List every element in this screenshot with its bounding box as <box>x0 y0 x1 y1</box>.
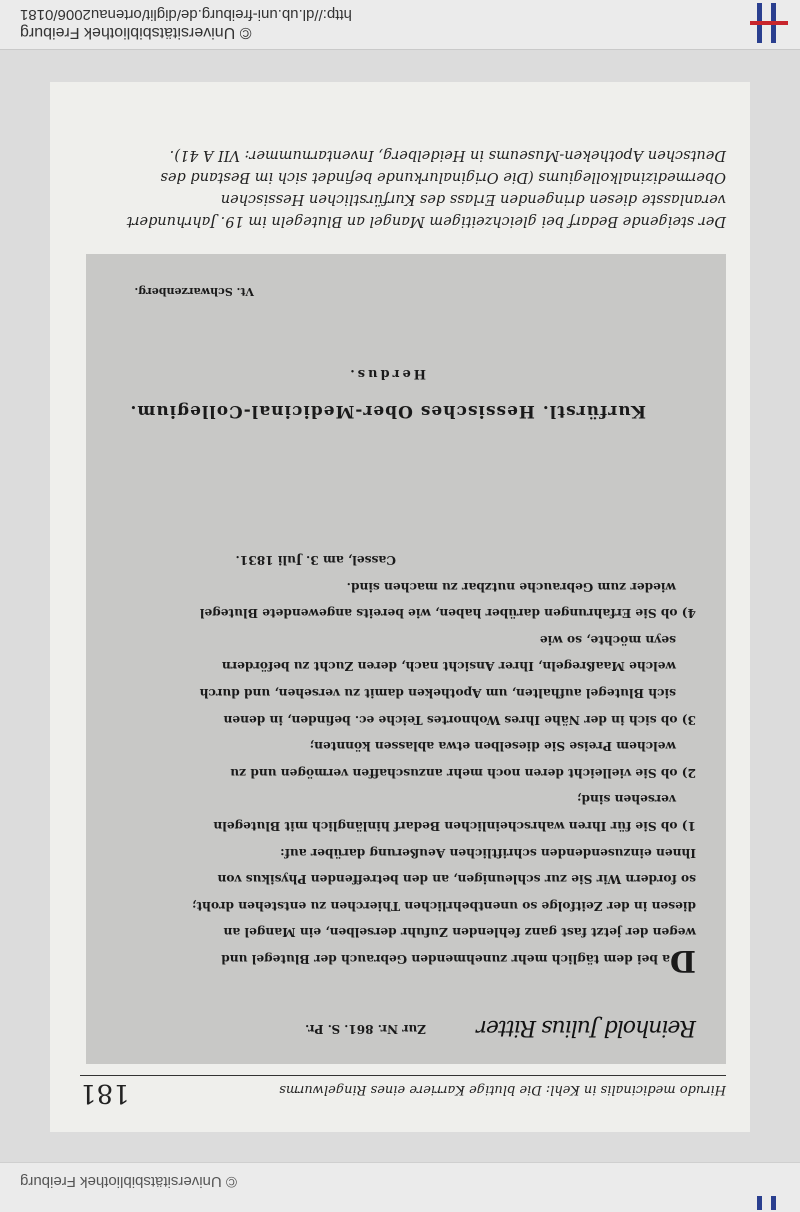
decree-line-0: Da bei dem täglich mehr zunehmenden Gebrauch der Blutegel und <box>221 943 696 978</box>
library-logo-icon <box>744 3 794 43</box>
decree-item-3: 3) ob sich in der Nähe Ihres Wohnortes Teiche ec. befinden, in denen <box>223 712 696 727</box>
decree-line-2: diesen in der Zeitfolge so unentbehrlichen Thierchen zu entstehen droht; <box>191 898 696 913</box>
page-header <box>80 1075 726 1116</box>
dateline: Cassel, am 3. Juli 1831. <box>235 553 396 568</box>
viewer-top-bar <box>0 0 800 50</box>
bottom-copyright-text: © Universitätsbibliothek Freiburg <box>20 1173 237 1190</box>
decree-item-3-cont-1: sich Blutegel aufhalten, um Apotheken damit zu versehen, und durch <box>199 686 676 701</box>
decree-line-3: so fordern Wir Sie zur schleunigen, an den betreffenden Physikus von <box>217 872 696 887</box>
viewer-bottom-bar <box>0 1162 800 1212</box>
decree-item-2-cont: welchem Preise Sie dieselben etwa ablassen könnten; <box>309 739 676 754</box>
decree-body <box>136 547 696 978</box>
book-page <box>50 82 750 1132</box>
decree-item-4: 4) ob Sie Erfahrungen darüber haben, wie bereits angewendete Blutegel <box>199 606 696 621</box>
decree-item-2: 2) ob Sie vielleicht deren noch mehr anzuschaffen vermögen und zu <box>230 765 696 780</box>
running-head: Hirudo medicinalis in Kehl: Die blutige Karriere eines Ringelwurms <box>279 1082 726 1097</box>
decree-item-3-cont-2: welche Maaßregeln, Ihrer Ansicht nach, deren Zucht zu befördern <box>221 659 676 674</box>
library-logo-icon-bottom <box>744 1196 794 1210</box>
decree-item-4-cont: wieder zum Gebrauche nutzbar zu machen sind. <box>346 579 676 594</box>
decree-item-3-cont-3: seyn möchte, so wie <box>539 632 676 647</box>
decree-item-1: 1) ob Sie für Ihren wahrscheinlichen Bedarf hinlänglich mit Blutegeln <box>213 819 696 834</box>
drop-cap: D <box>669 943 696 978</box>
handwritten-signature: Reinhold Julius Ritter <box>477 1015 696 1040</box>
signatory: Herdus. <box>347 366 426 381</box>
decree-line-4: Ihnen einzusendenden schriftlichen Aeußerung darüber auf: <box>280 845 696 860</box>
issuing-authority: Kurfürstl. Hessisches Ober-Medicinal-Collegium. <box>129 401 646 421</box>
countersignature: Vt. Schwarzenberg. <box>134 285 254 298</box>
decree-line-1: wegen der jetzt fast ganz fehlenden Zufuhr derselben, ein Mangel an <box>223 925 696 940</box>
permalink-url[interactable]: http://dl.ub.uni-freiburg.de/diglit/ortenau2006/0181 <box>20 6 352 23</box>
copyright-text: © Universitätsbibliothek Freiburg <box>20 24 252 41</box>
reference-number: Zur Nr. 861. S. Pr. <box>305 1022 426 1036</box>
decree-item-1-cont: versehen sind; <box>577 792 676 807</box>
decree-facsimile <box>86 254 726 1064</box>
figure-caption: Der steigende Bedarf bei gleichzeitigem Mangel an Blutegeln im 19. Jahrhundert veranlasste diesen dringenden Erlass des Kurfürstlichen Hessischen Obermedizinalkollegiums (Die Originalurkunde befindet sich im Bestand des Deutschen Apotheken-Museums in Heidelberg, Inventarnummer: VII A 41). <box>126 147 726 229</box>
page-number: 181 <box>80 1078 130 1108</box>
